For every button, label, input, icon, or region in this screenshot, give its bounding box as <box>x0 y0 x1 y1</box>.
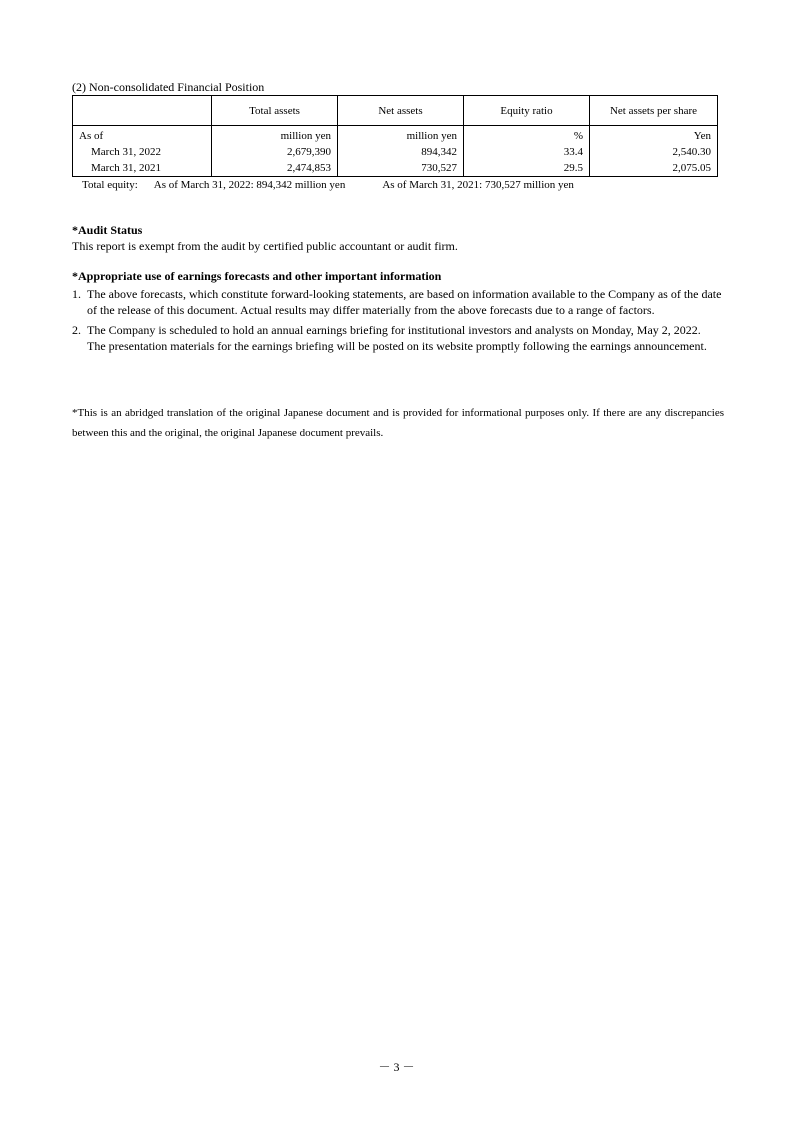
table-cell: 33.4 <box>464 144 590 160</box>
audit-status-text: This report is exempt from the audit by certified public accountant or audit firm. <box>72 239 458 253</box>
header-cell: Net assets <box>338 96 464 126</box>
table-header-row <box>73 96 718 126</box>
forecasts-heading: *Appropriate use of earnings forecasts and other important information <box>72 269 442 283</box>
total-equity-current: As of March 31, 2022: 894,342 million yen <box>153 179 346 191</box>
header-cell: Equity ratio <box>464 96 590 126</box>
unit-cell: As of <box>73 126 212 145</box>
list-item-number: 1. <box>72 287 81 301</box>
header-cell: Total assets <box>212 96 338 126</box>
audit-status-heading: *Audit Status <box>72 223 143 237</box>
total-equity-note <box>82 178 574 192</box>
table-cell: 730,527 <box>338 160 464 177</box>
section-title: (2) Non-consolidated Financial Position <box>72 80 265 94</box>
table-row <box>73 160 718 177</box>
unit-cell: % <box>464 126 590 145</box>
table-cell: 894,342 <box>338 144 464 160</box>
table-cell: 29.5 <box>464 160 590 177</box>
table-cell: 2,540.30 <box>590 144 718 160</box>
financial-position-table <box>72 95 718 177</box>
page-number: － 3 － <box>378 1060 415 1074</box>
table-cell: 2,679,390 <box>212 144 338 160</box>
total-equity-label: Total equity: <box>82 179 138 191</box>
header-cell: Net assets per share <box>590 96 718 126</box>
list-item-text: The Company is scheduled to hold an annual earnings briefing for institutional investors and analysts on Monday, May 2, 2022. The presentation materials for the earnings briefing will be posted on its website promptly following the earnings announcement. <box>87 323 707 353</box>
list-item <box>72 286 722 318</box>
unit-cell: million yen <box>212 126 338 145</box>
total-equity-prior: As of March 31, 2021: 730,527 million yen <box>382 179 574 191</box>
audit-status-section <box>72 222 722 254</box>
translation-disclaimer: *This is an abridged translation of the original Japanese document and is provided for informational purposes only. If there are any discrepancies between this and the original, the original Japanese document prevails. <box>72 407 724 439</box>
forecasts-list <box>72 286 722 354</box>
forecasts-section <box>72 268 722 358</box>
list-item <box>72 322 722 354</box>
table-cell: 2,474,853 <box>212 160 338 177</box>
row-label: March 31, 2021 <box>73 160 212 177</box>
header-cell <box>73 96 212 126</box>
unit-cell: million yen <box>338 126 464 145</box>
row-label: March 31, 2022 <box>73 144 212 160</box>
table-unit-row <box>73 126 718 145</box>
table-cell: 2,075.05 <box>590 160 718 177</box>
unit-cell: Yen <box>590 126 718 145</box>
list-item-text: The above forecasts, which constitute forward-looking statements, are based on information available to the Company as of the date of the release of this document. Actual results may differ materially from the above forecasts due to a range of factors. <box>87 287 722 317</box>
list-item-number: 2. <box>72 323 81 337</box>
table-row <box>73 144 718 160</box>
